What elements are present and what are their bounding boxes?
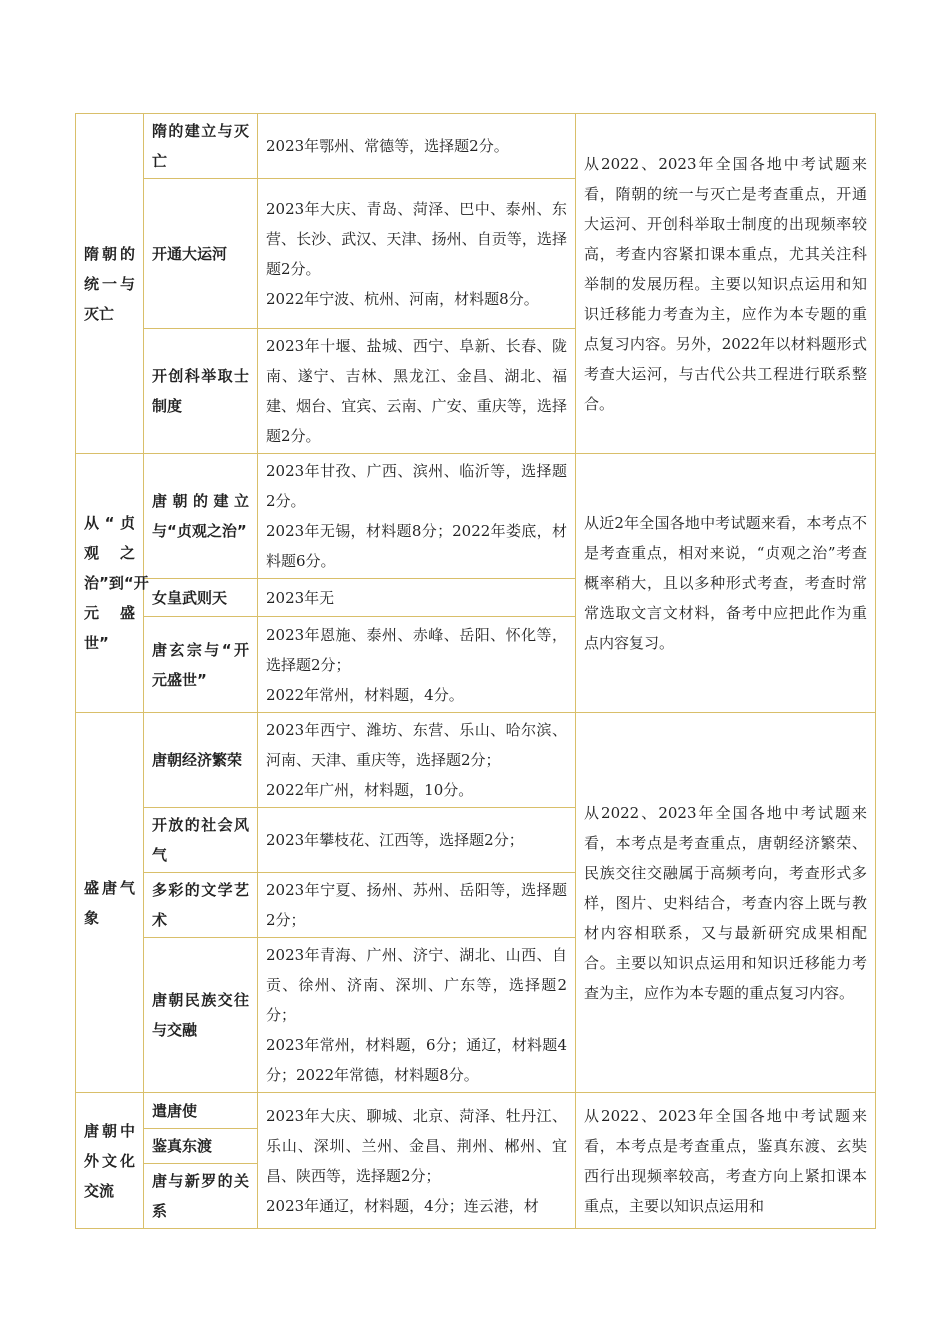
exam-line: 2022年常州，材料题，4分。 bbox=[266, 685, 464, 704]
exam-line: 2023年青海、广州、济宁、湖北、山西、自贡、徐州、济南、深圳、广东等，选择题2分； bbox=[266, 946, 567, 1024]
point-cell: 遣唐使 bbox=[144, 1093, 258, 1129]
point-cell: 鉴真东渡 bbox=[144, 1129, 258, 1164]
unit-cell: 盛唐气象 bbox=[76, 713, 144, 1093]
unit-cell: 隋朝的统一与灭亡 bbox=[76, 114, 144, 454]
unit-cell: 唐朝中外文化交流 bbox=[76, 1093, 144, 1229]
point-cell: 唐玄宗与“开元盛世” bbox=[144, 617, 258, 713]
exam-line: 2023年常州，材料题，6分；通辽，材料题4分；2022年常德，材料题8分。 bbox=[266, 1036, 567, 1084]
exam-line: 2023年无 bbox=[266, 588, 335, 607]
table-row bbox=[76, 1093, 876, 1129]
point-cell: 隋的建立与灭亡 bbox=[144, 114, 258, 179]
exam-cell bbox=[258, 1093, 576, 1229]
exam-line: 2023年恩施、泰州、赤峰、岳阳、怀化等，选择题2分； bbox=[266, 625, 567, 674]
exam-cell bbox=[258, 617, 576, 713]
table-row bbox=[76, 454, 876, 579]
exam-analysis-table bbox=[75, 113, 876, 1229]
exam-cell bbox=[258, 938, 576, 1093]
exam-line: 2022年广州，材料题，10分。 bbox=[266, 781, 474, 799]
point-cell: 唐朝民族交往与交融 bbox=[144, 938, 258, 1093]
point-cell: 唐朝经济繁荣 bbox=[144, 713, 258, 808]
exam-line: 2023年通辽，材料题，4分；连云港，材 bbox=[266, 1196, 539, 1215]
exam-cell bbox=[258, 179, 576, 329]
exam-line: 2023年甘孜、广西、滨州、临沂等，选择题2分。 bbox=[266, 462, 567, 510]
exam-line: 2023年鄂州、常德等，选择题2分。 bbox=[266, 137, 509, 155]
analysis-cell: 从近2年全国各地中考试题来看，本考点不是考查重点，相对来说，“贞观之治”考查概率稍大，且以多种形式考查，考查时常常选取文言文材料，备考中应把此作为重点内容复习。 bbox=[576, 454, 876, 713]
exam-line: 2023年无锡，材料题8分；2022年娄底，材料题6分。 bbox=[266, 522, 567, 570]
exam-cell bbox=[258, 329, 576, 454]
point-cell: 开创科举取士制度 bbox=[144, 329, 258, 454]
exam-line: 2023年十堰、盐城、西宁、阜新、长春、陇南、遂宁、吉林、黑龙江、金昌、湖北、福建、烟台、宜宾、云南、广安、重庆等，选择题2分。 bbox=[266, 337, 567, 445]
analysis-cell: 从2022、2023年全国各地中考试题来看，本考点是考查重点，鉴真东渡、玄奘西行出现频率较高，考查方向上紧扣课本重点，主要以知识点运用和 bbox=[576, 1093, 876, 1229]
exam-cell bbox=[258, 873, 576, 938]
exam-cell bbox=[258, 579, 576, 617]
exam-line: 2023年大庆、聊城、北京、菏泽、牡丹江、乐山、深圳、兰州、金昌、荆州、郴州、宜昌、陕西等，选择题2分； bbox=[266, 1106, 567, 1185]
exam-line: 2023年大庆、青岛、菏泽、巴中、泰州、东营、长沙、武汉、天津、扬州、自贡等，选择题2分。 bbox=[266, 199, 567, 278]
exam-line: 2023年攀枝花、江西等，选择题2分； bbox=[266, 831, 524, 849]
table-row bbox=[76, 114, 876, 179]
analysis-cell: 从2022、2023年全国各地中考试题来看，本考点是考查重点，唐朝经济繁荣、民族交往交融属于高频考向，考查形式多样，图片、史料结合，考查内容上既与教材内容相联系，又与最新研究成果相配合。主要以知识点运用和知识迁移能力考查为主，应作为本专题的重点复习内容。 bbox=[576, 713, 876, 1093]
point-cell: 女皇武则天 bbox=[144, 579, 258, 617]
point-cell: 开放的社会风气 bbox=[144, 808, 258, 873]
exam-line: 2023年宁夏、扬州、苏州、岳阳等，选择题2分； bbox=[266, 881, 567, 929]
exam-line: 2023年西宁、潍坊、东营、乐山、哈尔滨、河南、天津、重庆等，选择题2分； bbox=[266, 721, 567, 769]
point-cell: 唐与新罗的关系 bbox=[144, 1164, 258, 1229]
unit-cell: 从“贞观之治”到“开元盛世” bbox=[76, 454, 144, 713]
point-cell: 开通大运河 bbox=[144, 179, 258, 329]
point-cell: 唐朝的建立与“贞观之治” bbox=[144, 454, 258, 579]
exam-line: 2022年宁波、杭州、河南，材料题8分。 bbox=[266, 289, 539, 308]
exam-cell bbox=[258, 454, 576, 579]
table-row bbox=[76, 713, 876, 808]
analysis-cell: 从2022、2023年全国各地中考试题来看，隋朝的统一与灭亡是考查重点，开通大运河、开创科举取士制度的出现频率较高，考查内容紧扣课本重点，尤其关注科举制的发展历程。主要以知识点运用和知识迁移能力考查为主，应作为本专题的重点复习内容。另外，2022年以材料题形式考查大运河，与古代公共工程进行联系整合。 bbox=[576, 114, 876, 454]
exam-cell bbox=[258, 808, 576, 873]
exam-cell bbox=[258, 114, 576, 179]
point-cell: 多彩的文学艺术 bbox=[144, 873, 258, 938]
exam-cell bbox=[258, 713, 576, 808]
